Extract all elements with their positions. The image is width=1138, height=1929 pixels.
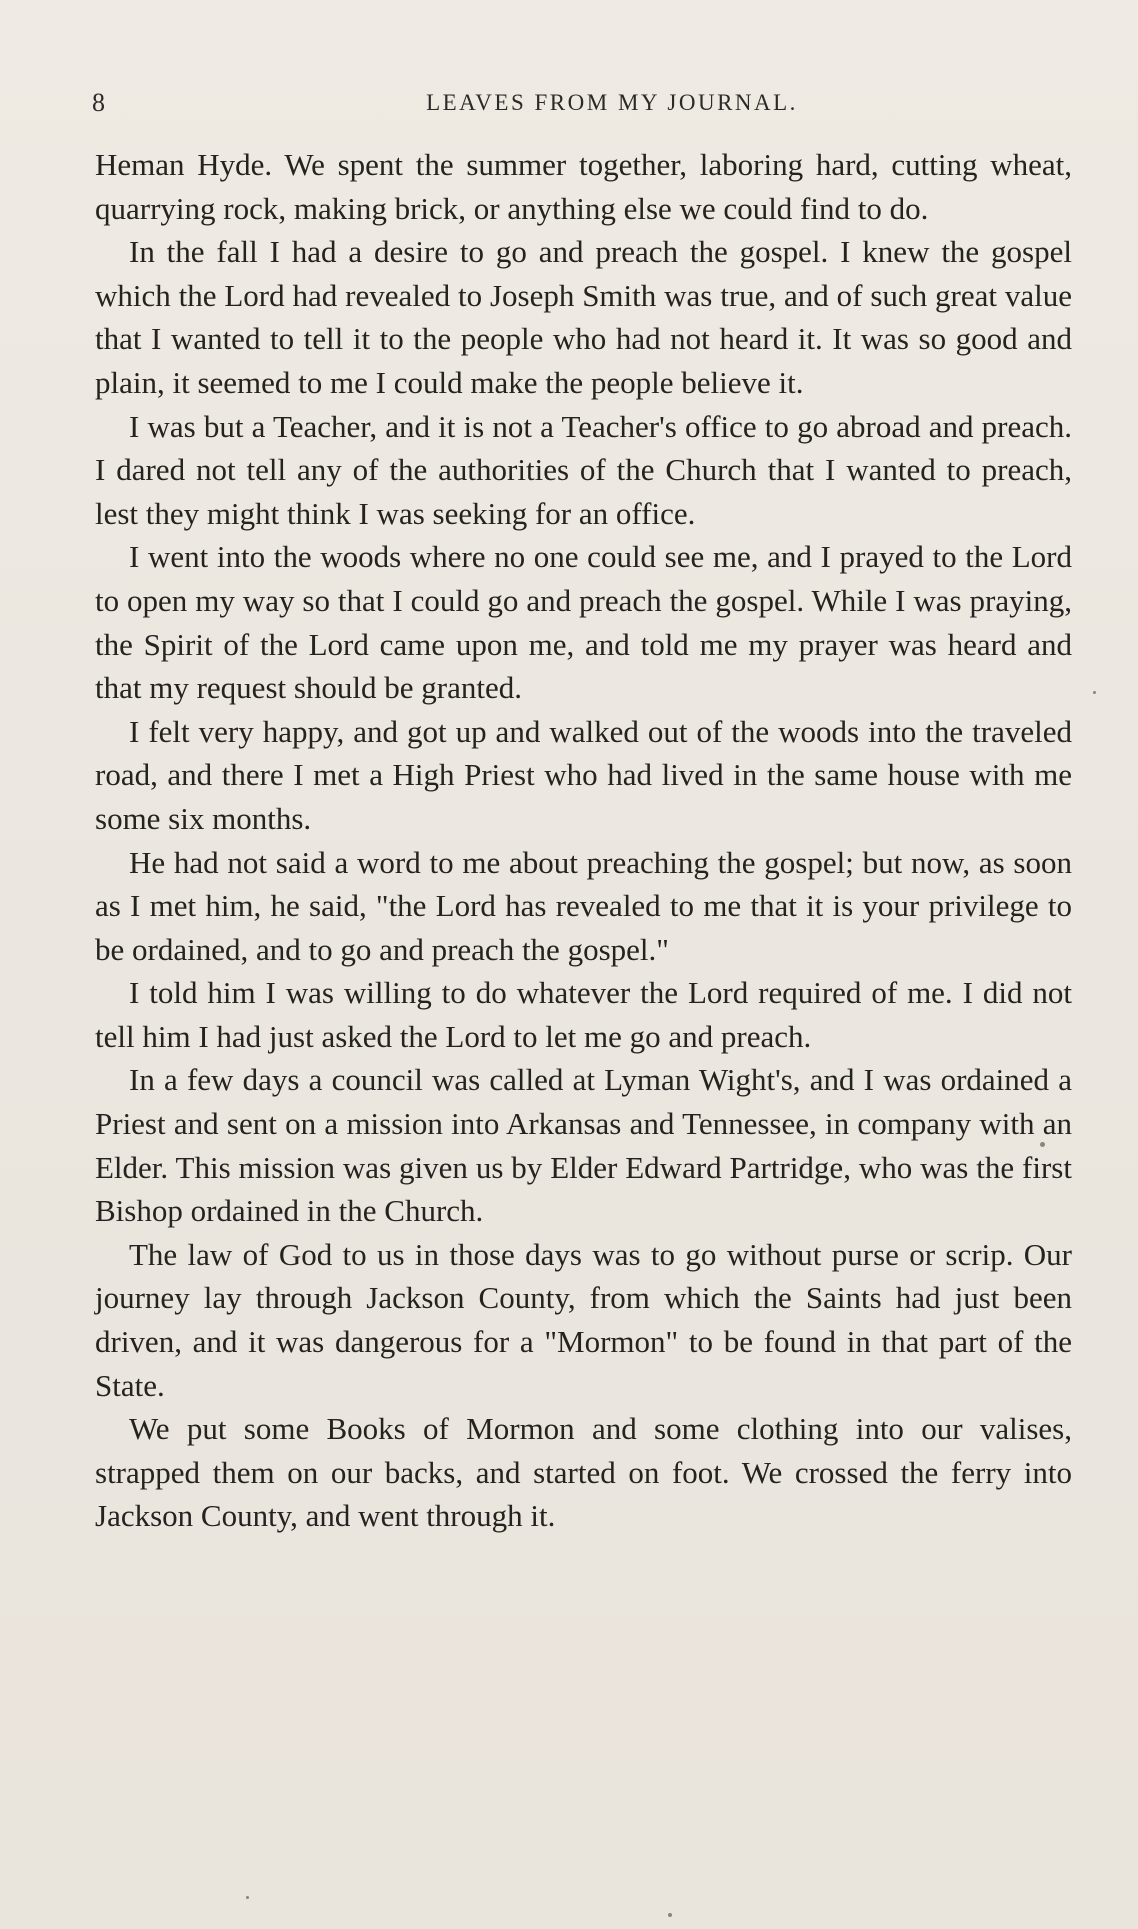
page-header [92,88,1072,128]
running-head: LEAVES FROM MY JOURNAL. [426,90,798,115]
paragraph-prayer-in-woods: I went into the woods where no one could see me, and I prayed to the Lord to open my way so that I could go and preach the gospel. While I was praying, the Spirit of the Lord came upon me, and told me my prayer was heard and that my request should be granted. [95,539,1072,706]
paragraph-ordained-priest: In a few days a council was called at Lyman Wight's, and I was ordained a Priest and sent on a mission into Arkansas and Tennessee, in company with an Elder. This mission was given us by Elder Edward Partridge, who was the first Bishop ordained in the Church. [95,1062,1072,1229]
paper-speck [1040,1142,1045,1147]
page-number: 8 [92,88,106,117]
paragraph-willing: I told him I was willing to do whatever the Lord required of me. I did not tell him I had just asked the Lord to let me go and preach. [95,975,1072,1054]
paper-speck [246,1896,249,1899]
body-text [95,143,1072,1538]
paragraph-continuation: Heman Hyde. We spent the summer together, laboring hard, cutting wheat, quarrying rock, making brick, or anything else we could find to do. [95,147,1072,226]
paragraph-started-on-foot: We put some Books of Mormon and some clothing into our valises, strapped them on our backs, and started on foot. We crossed the ferry into Jackson County, and went through it. [95,1411,1072,1534]
paragraph-revelation: He had not said a word to me about preaching the gospel; but now, as soon as I met him, he said, "the Lord has revealed to me that it is your privilege to be ordained, and to go and preach the gospel." [95,844,1072,967]
paper-speck [1093,691,1096,694]
paragraph-teacher-office: I was but a Teacher, and it is not a Teacher's office to go abroad and preach. I dared not tell any of the authorities of the Church that I wanted to preach, lest they might think I was seeking for an office. [95,408,1072,531]
paper-speck [668,1913,672,1917]
paragraph-met-high-priest: I felt very happy, and got up and walked out of the woods into the traveled road, and there I met a High Priest who had lived in the same house with me some six months. [95,713,1072,836]
paragraph-desire-to-preach: In the fall I had a desire to go and preach the gospel. I knew the gospel which the Lord had revealed to Joseph Smith was true, and of such great value that I wanted to tell it to the people who had not heard it. It was so good and plain, it seemed to me I could make the people believe it. [95,234,1072,400]
paragraph-purse-or-scrip: The law of God to us in those days was to go without purse or scrip. Our journey lay through Jackson County, from which the Saints had just been driven, and it was dangerous for a "Mormon" to be found in that part of the State. [95,1236,1072,1403]
